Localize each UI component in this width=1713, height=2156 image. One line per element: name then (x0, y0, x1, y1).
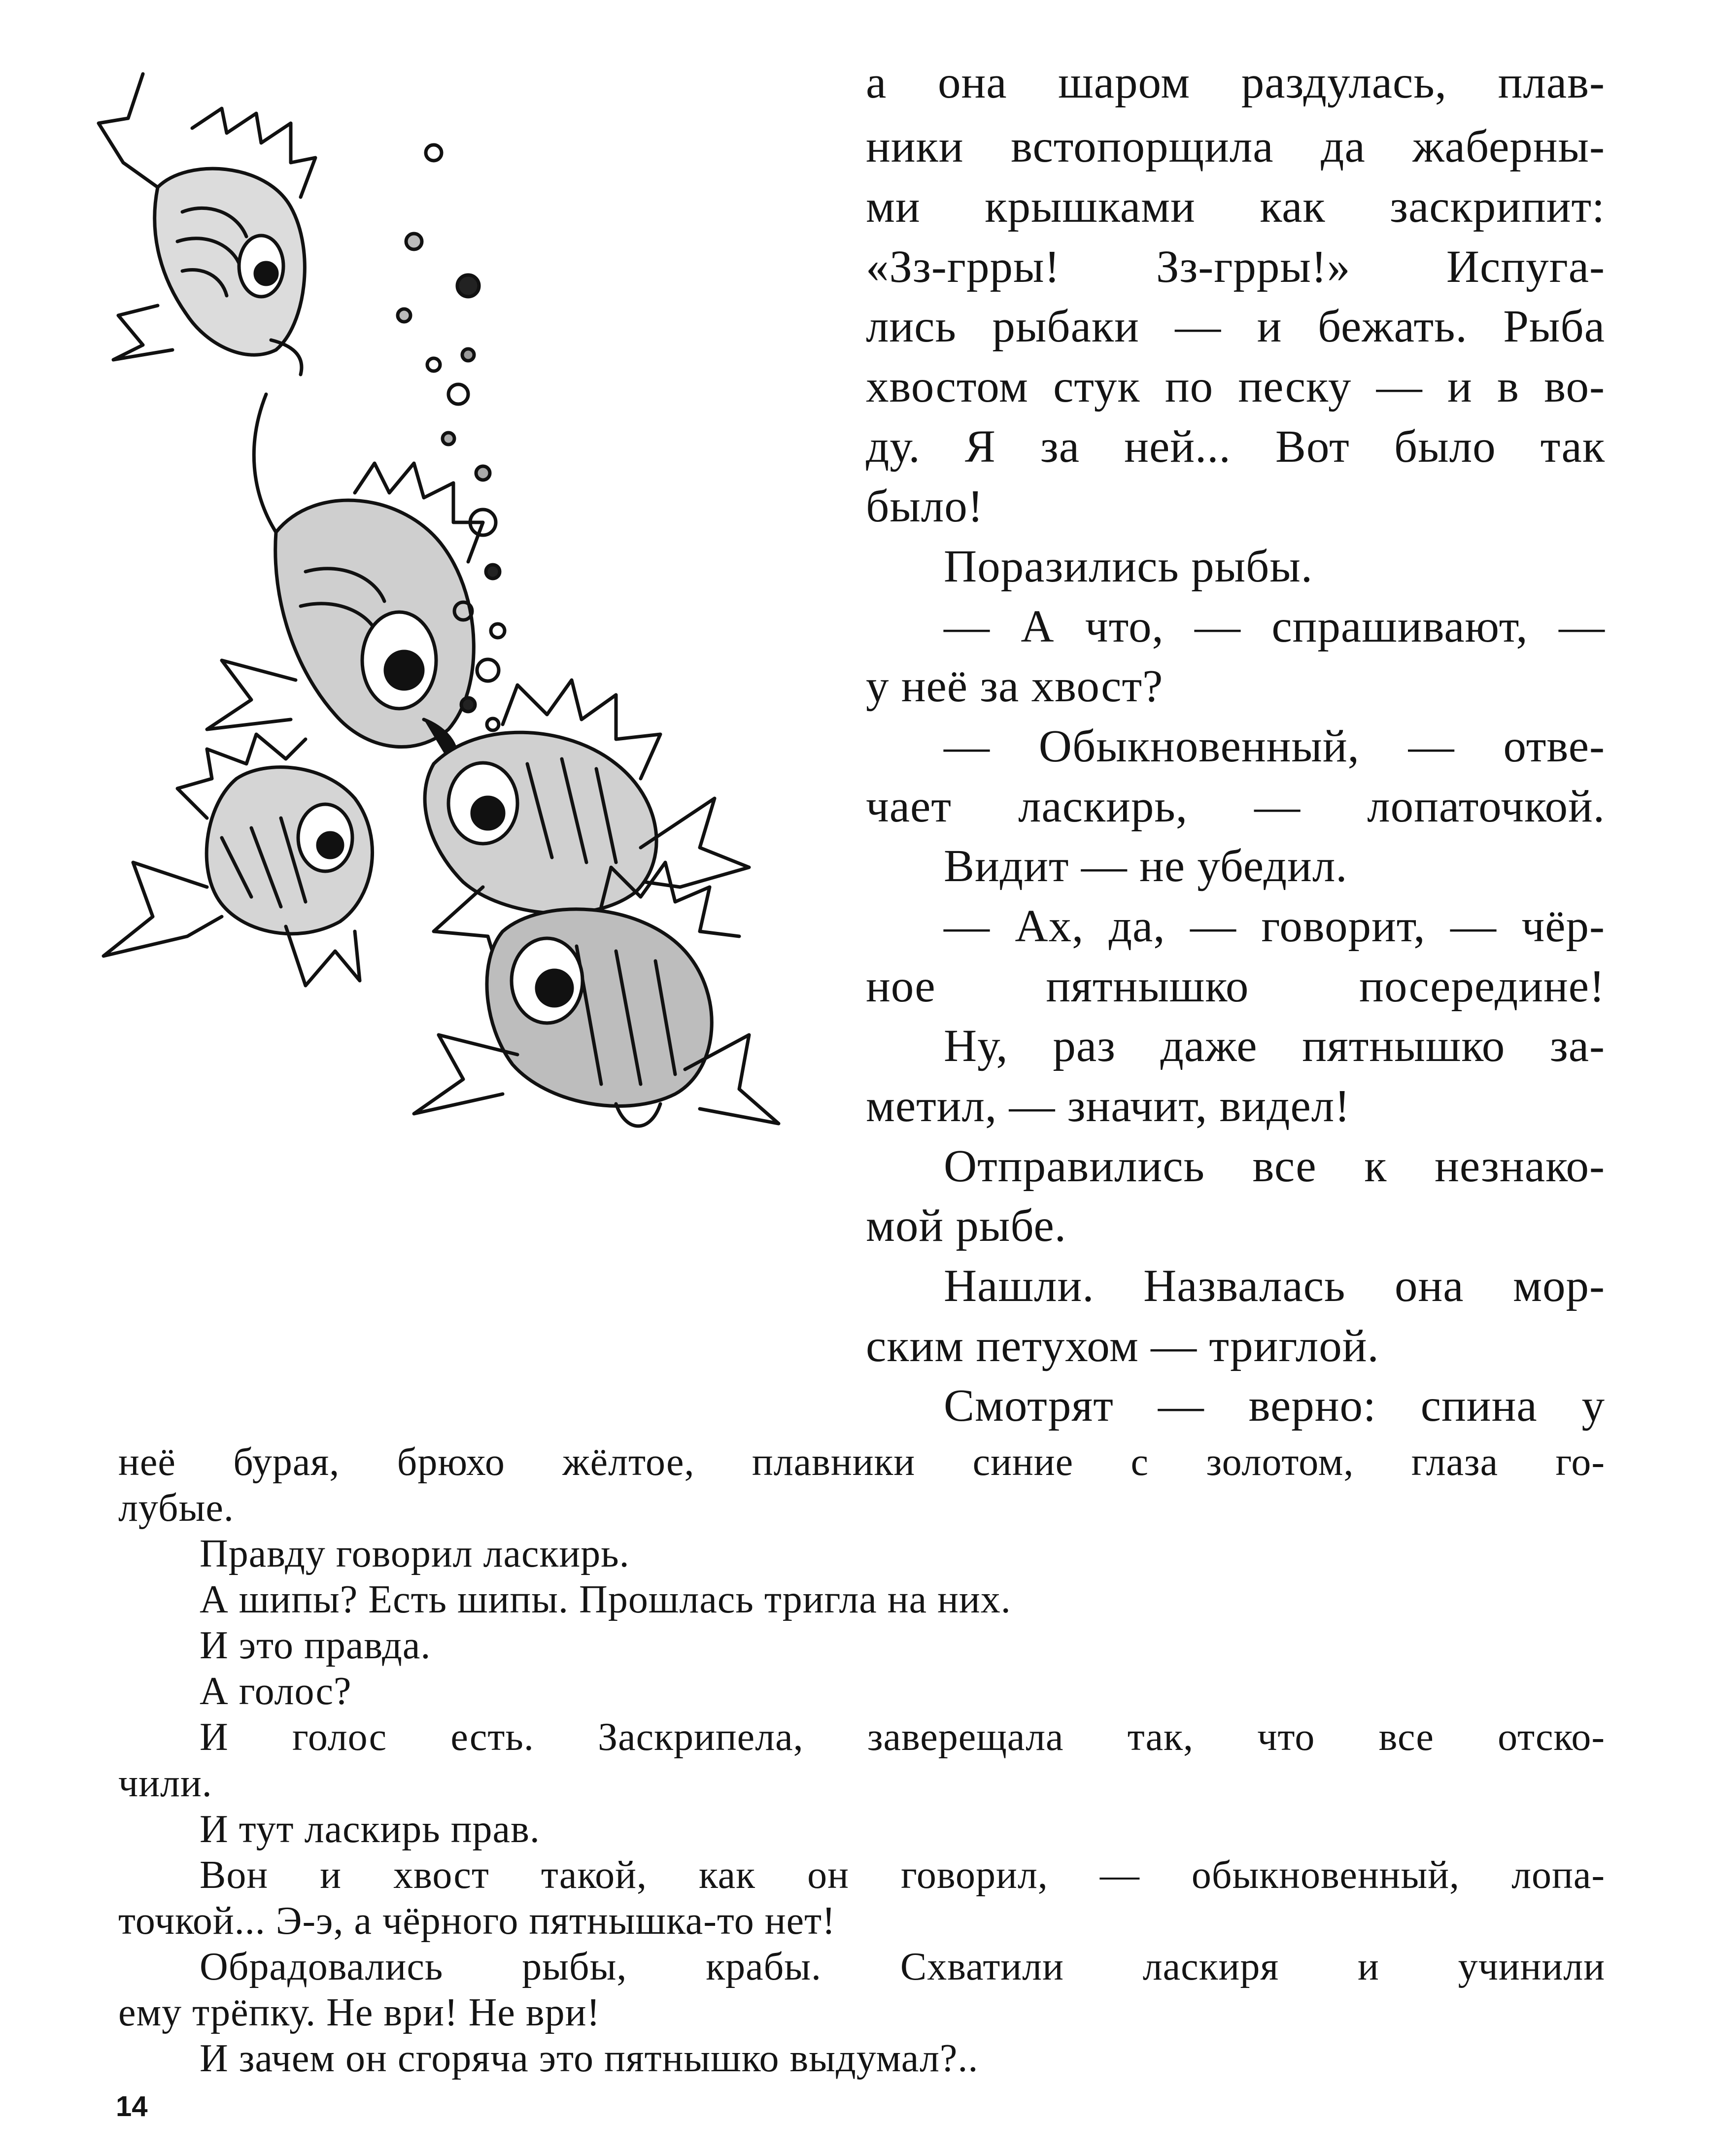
text-line: И зачем он сгоряча это пятнышко выдумал?.. (200, 2037, 979, 2080)
text-line: Отправились все к незнако- (944, 1141, 1605, 1192)
text-line: И тут ласкирь прав. (200, 1808, 540, 1851)
text-line: ему трёпку. Не ври! Не ври! (118, 1991, 601, 2034)
text-line: чает ласкирь, — лопаточкой. (866, 781, 1605, 832)
fish-middle (207, 394, 483, 769)
text-line: лись рыбаки — и бежать. Рыба (866, 301, 1605, 352)
fish-top (99, 74, 315, 375)
text-line: у неё за хвост? (866, 661, 1164, 712)
text-line: Смотрят — верно: спина у (944, 1380, 1605, 1431)
text-line: было! (866, 481, 984, 532)
text-line: Видит — не убедил. (944, 841, 1348, 891)
text-line: Обрадовались рыбы, крабы. Схватили ласкиря и учинили (200, 1945, 1605, 1988)
text-line: хвостом стук по песку — и в во- (866, 361, 1605, 412)
text-line: неё бурая, брюхо жёлтое, плавники синие с золотом, глаза го- (118, 1440, 1605, 1484)
text-line: А шипы? Есть шипы. Прошлась тригла на них. (200, 1578, 1011, 1621)
text-line: «Зз-грры! Зз-грры!» Испуга- (866, 241, 1605, 292)
text-line: Поразились рыбы. (944, 541, 1313, 592)
text-line: Правду говорил ласкирь. (200, 1532, 630, 1575)
text-line: ное пятнышко посередине! (866, 961, 1605, 1012)
text-line: точкой... Э-э, а чёрного пятнышка-то нет! (118, 1899, 836, 1943)
text-line: а она шаром раздулась, плав- (866, 57, 1605, 108)
text-line: ми крышками как заскрипит: (866, 181, 1605, 232)
text-line: Нашли. Назвалась она мор- (944, 1261, 1605, 1311)
text-line: И голос есть. Заскрипела, заверещала так, что все отско- (200, 1715, 1605, 1759)
text-line: ники встопорщила да жаберны- (866, 121, 1605, 172)
text-line: — Ах, да, — говорит, — чёр- (944, 901, 1605, 952)
text-line: Ну, раз даже пятнышко за- (944, 1021, 1605, 1071)
text-line: — А что, — спрашивают, — (944, 601, 1605, 652)
text-line: А голос? (200, 1670, 352, 1713)
fish-left-lower (103, 734, 373, 986)
text-line: И это правда. (200, 1624, 431, 1667)
text-line: мой рыбе. (866, 1200, 1066, 1251)
text-line: лубые. (118, 1486, 234, 1530)
fish-group-illustration (59, 49, 828, 1173)
text-line: Вон и хвост такой, как он говорил, — обыкновенный, лопа- (200, 1853, 1605, 1897)
text-line: ду. Я за ней... Вот было так (866, 421, 1605, 472)
text-line: ским петухом — триглой. (866, 1321, 1379, 1371)
text-line: чили. (118, 1762, 212, 1805)
text-line: — Обыкновенный, — отве- (944, 721, 1605, 772)
page-number: 14 (116, 2090, 148, 2122)
text-line: метил, — значит, видел! (866, 1081, 1351, 1131)
